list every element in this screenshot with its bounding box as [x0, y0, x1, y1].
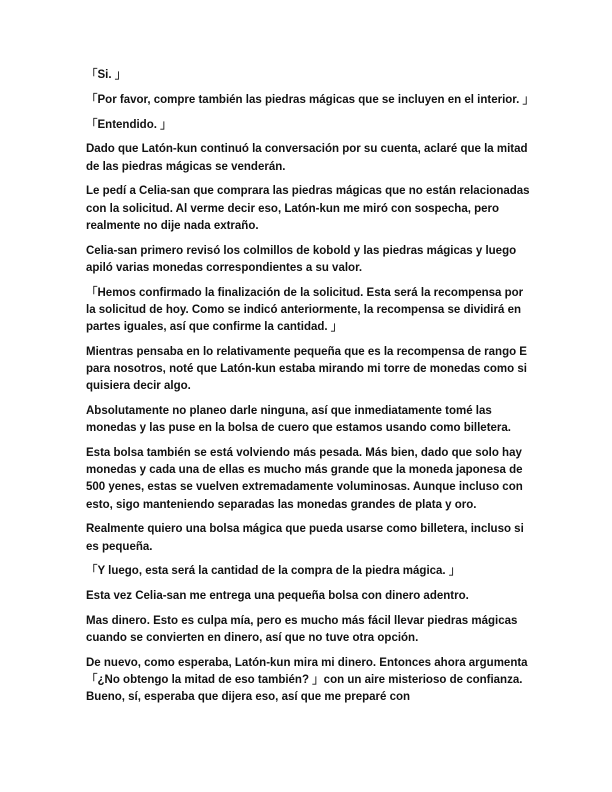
paragraph-3: 「Entendido. 」	[86, 118, 172, 131]
paragraph-15: De nuevo, como esperaba, Latón-kun mira mi dinero. Entonces ahora argumenta「¿No obtengo la mitad de eso también? 」con un aire misterioso de confianza. Bueno, sí, esperaba que dijera eso, así que me preparé con	[86, 657, 528, 704]
paragraph-6: Celia-san primero revisó los colmillos de kobold y las piedras mágicas y luego apiló varias monedas correspondientes a su valor.	[86, 244, 517, 274]
paragraph-11: Realmente quiero una bolsa mágica que pueda usarse como billetera, incluso si es pequeña.	[86, 523, 524, 553]
paragraph-4: Dado que Latón-kun continuó la conversación por su cuenta, aclaré que la mitad de las piedras mágicas se venderán.	[86, 143, 528, 173]
paragraph-2: 「Por favor, compre también las piedras mágicas que se incluyen en el interior. 」	[86, 93, 535, 106]
paragraph-12: 「Y luego, esta será la cantidad de la compra de la piedra mágica. 」	[86, 565, 461, 578]
paragraph-8: Mientras pensaba en lo relativamente pequeña que es la recompensa de rango E para nosotros, noté que Latón-kun estaba mirando mi torre de monedas como si quisiera decir algo.	[86, 345, 527, 393]
paragraph-9: Absolutamente no planeo darle ninguna, así que inmediatamente tomé las monedas y las puse en la bolsa de cuero que estamos usando como billetera.	[86, 405, 511, 435]
paragraph-5: Le pedí a Celia-san que comprara las piedras mágicas que no están relacionadas con la solicitud. Al verme decir eso, Latón-kun me miró con sospecha, pero realmente no dije nada extraño.	[86, 185, 530, 232]
paragraph-14: Mas dinero. Esto es culpa mía, pero es mucho más fácil llevar piedras mágicas cuando se convierten en dinero, así que no tuve otra opción.	[86, 615, 518, 645]
paragraph-7: 「Hemos confirmado la finalización de la solicitud. Esta será la recompensa por la solicitud de hoy. Como se indicó anteriormente, la recompensa se dividirá en partes iguales, así que confirme la cantidad. 」	[86, 286, 524, 333]
paragraph-13: Esta vez Celia-san me entrega una pequeña bolsa con dinero adentro.	[86, 590, 469, 603]
paragraph-1: 「Si. 」	[86, 69, 127, 81]
paragraph-10: Esta bolsa también se está volviendo más pesada. Más bien, dado que solo hay monedas y cada una de ellas es mucho más grande que la moneda japonesa de 500 yenes, estas se vuelven extremadamente voluminosas. Aunque incluso con esto, sigo manteniendo separadas las monedas grandes de plata y oro.	[86, 447, 523, 511]
document-body	[86, 67, 535, 714]
